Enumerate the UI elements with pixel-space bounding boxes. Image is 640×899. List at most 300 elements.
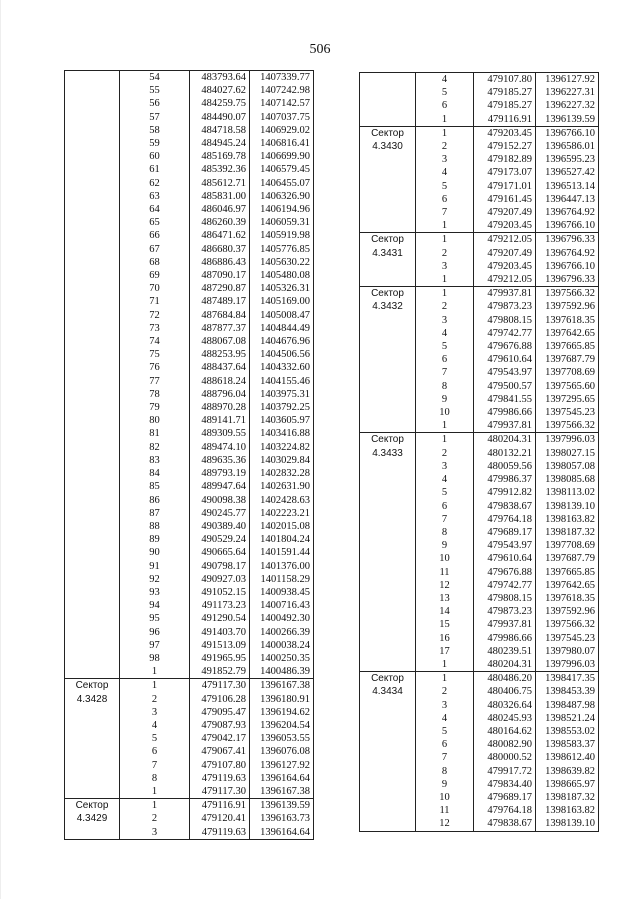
x-coordinate-cell: 490798.17 bbox=[190, 560, 250, 573]
sector-cell bbox=[65, 97, 120, 110]
table-row bbox=[360, 725, 599, 738]
point-number-cell: 16 bbox=[416, 632, 474, 645]
sector-cell bbox=[65, 507, 120, 520]
sector-cell: Сектор bbox=[360, 287, 416, 301]
table-row bbox=[360, 699, 599, 712]
sector-cell bbox=[360, 314, 416, 327]
x-coordinate-cell: 479543.97 bbox=[474, 366, 536, 379]
y-coordinate-cell: 1405776.85 bbox=[250, 243, 314, 256]
x-coordinate-cell: 489141.71 bbox=[190, 414, 250, 427]
point-number-cell: 65 bbox=[120, 216, 190, 229]
y-coordinate-cell: 1398639.82 bbox=[536, 765, 599, 778]
x-coordinate-cell: 488437.64 bbox=[190, 361, 250, 374]
x-coordinate-cell: 479106.28 bbox=[190, 693, 250, 706]
sector-cell bbox=[65, 732, 120, 745]
table-row bbox=[360, 592, 599, 605]
coordinates-table-left bbox=[64, 70, 314, 840]
point-number-cell: 1 bbox=[416, 113, 474, 127]
point-number-cell: 73 bbox=[120, 322, 190, 335]
y-coordinate-cell: 1400038.24 bbox=[250, 639, 314, 652]
x-coordinate-cell: 479120.41 bbox=[190, 812, 250, 825]
x-coordinate-cell: 490665.64 bbox=[190, 546, 250, 559]
x-coordinate-cell: 479764.18 bbox=[474, 804, 536, 817]
y-coordinate-cell: 1397592.96 bbox=[536, 605, 599, 618]
x-coordinate-cell: 479095.47 bbox=[190, 706, 250, 719]
y-coordinate-cell: 1404155.46 bbox=[250, 375, 314, 388]
point-number-cell: 4 bbox=[416, 327, 474, 340]
table-row bbox=[360, 513, 599, 526]
y-coordinate-cell: 1398487.98 bbox=[536, 699, 599, 712]
x-coordinate-cell: 480132.21 bbox=[474, 447, 536, 460]
point-number-cell: 17 bbox=[416, 645, 474, 658]
y-coordinate-cell: 1407339.77 bbox=[250, 71, 314, 85]
point-number-cell: 9 bbox=[416, 393, 474, 406]
y-coordinate-cell: 1398027.15 bbox=[536, 447, 599, 460]
y-coordinate-cell: 1402015.08 bbox=[250, 520, 314, 533]
point-number-cell: 1 bbox=[120, 799, 190, 813]
point-number-cell: 13 bbox=[416, 592, 474, 605]
point-number-cell: 6 bbox=[416, 738, 474, 751]
x-coordinate-cell: 484945.24 bbox=[190, 137, 250, 150]
x-coordinate-cell: 484259.75 bbox=[190, 97, 250, 110]
point-number-cell: 67 bbox=[120, 243, 190, 256]
x-coordinate-cell: 479986.37 bbox=[474, 473, 536, 486]
point-number-cell: 96 bbox=[120, 626, 190, 639]
table-row bbox=[360, 566, 599, 579]
x-coordinate-cell: 479742.77 bbox=[474, 579, 536, 592]
table-row bbox=[65, 480, 314, 493]
table-row bbox=[65, 375, 314, 388]
y-coordinate-cell: 1404506.56 bbox=[250, 348, 314, 361]
sector-cell bbox=[360, 353, 416, 366]
y-coordinate-cell: 1396766.10 bbox=[536, 260, 599, 273]
sector-cell bbox=[65, 706, 120, 719]
point-number-cell: 7 bbox=[416, 513, 474, 526]
x-coordinate-cell: 491965.95 bbox=[190, 652, 250, 665]
point-number-cell: 2 bbox=[416, 685, 474, 698]
x-coordinate-cell: 479212.05 bbox=[474, 233, 536, 247]
table-row bbox=[65, 454, 314, 467]
sector-cell bbox=[360, 751, 416, 764]
point-number-cell: 2 bbox=[416, 300, 474, 313]
sector-cell bbox=[65, 612, 120, 625]
point-number-cell: 71 bbox=[120, 295, 190, 308]
point-number-cell: 70 bbox=[120, 282, 190, 295]
sector-cell bbox=[65, 243, 120, 256]
sector-cell bbox=[65, 269, 120, 282]
point-number-cell: 77 bbox=[120, 375, 190, 388]
y-coordinate-cell: 1396180.91 bbox=[250, 693, 314, 706]
y-coordinate-cell: 1403975.31 bbox=[250, 388, 314, 401]
sector-cell: 4.3428 bbox=[65, 693, 120, 706]
y-coordinate-cell: 1397566.32 bbox=[536, 618, 599, 631]
y-coordinate-cell: 1396766.10 bbox=[536, 126, 599, 140]
sector-cell bbox=[65, 71, 120, 85]
x-coordinate-cell: 479116.91 bbox=[474, 113, 536, 127]
point-number-cell: 1 bbox=[416, 287, 474, 301]
point-number-cell: 58 bbox=[120, 124, 190, 137]
sector-cell bbox=[360, 579, 416, 592]
table-row bbox=[360, 193, 599, 206]
point-number-cell: 8 bbox=[416, 526, 474, 539]
table-row bbox=[360, 393, 599, 406]
y-coordinate-cell: 1397996.03 bbox=[536, 658, 599, 672]
point-number-cell: 9 bbox=[416, 539, 474, 552]
y-coordinate-cell: 1397618.35 bbox=[536, 314, 599, 327]
x-coordinate-cell: 480164.62 bbox=[474, 725, 536, 738]
x-coordinate-cell: 479937.81 bbox=[474, 618, 536, 631]
table-row bbox=[360, 340, 599, 353]
point-number-cell: 1 bbox=[416, 219, 474, 233]
y-coordinate-cell: 1396127.92 bbox=[536, 73, 599, 87]
table-row bbox=[360, 153, 599, 166]
sector-cell bbox=[360, 658, 416, 672]
table-row bbox=[360, 314, 599, 327]
x-coordinate-cell: 485169.78 bbox=[190, 150, 250, 163]
y-coordinate-cell: 1396053.55 bbox=[250, 732, 314, 745]
x-coordinate-cell: 479742.77 bbox=[474, 327, 536, 340]
table-row bbox=[65, 216, 314, 229]
x-coordinate-cell: 479107.80 bbox=[190, 759, 250, 772]
x-coordinate-cell: 479689.17 bbox=[474, 526, 536, 539]
sector-cell bbox=[65, 322, 120, 335]
x-coordinate-cell: 479808.15 bbox=[474, 314, 536, 327]
table-row bbox=[65, 190, 314, 203]
y-coordinate-cell: 1405008.47 bbox=[250, 309, 314, 322]
table-row bbox=[65, 799, 314, 813]
point-number-cell: 10 bbox=[416, 552, 474, 565]
x-coordinate-cell: 479212.05 bbox=[474, 273, 536, 287]
y-coordinate-cell: 1396227.31 bbox=[536, 86, 599, 99]
y-coordinate-cell: 1401591.44 bbox=[250, 546, 314, 559]
x-coordinate-cell: 491513.09 bbox=[190, 639, 250, 652]
sector-cell bbox=[65, 229, 120, 242]
sector-cell bbox=[360, 380, 416, 393]
point-number-cell: 72 bbox=[120, 309, 190, 322]
point-number-cell: 6 bbox=[416, 193, 474, 206]
x-coordinate-cell: 479117.30 bbox=[190, 785, 250, 799]
table-row bbox=[65, 401, 314, 414]
y-coordinate-cell: 1404844.49 bbox=[250, 322, 314, 335]
point-number-cell: 55 bbox=[120, 84, 190, 97]
table-row bbox=[65, 759, 314, 772]
table-row bbox=[360, 447, 599, 460]
y-coordinate-cell: 1397708.69 bbox=[536, 539, 599, 552]
table-row bbox=[65, 322, 314, 335]
point-number-cell: 3 bbox=[120, 706, 190, 719]
sector-cell bbox=[65, 388, 120, 401]
x-coordinate-cell: 479610.64 bbox=[474, 552, 536, 565]
y-coordinate-cell: 1396194.62 bbox=[250, 706, 314, 719]
table-row bbox=[65, 177, 314, 190]
table-row bbox=[65, 97, 314, 110]
sector-cell bbox=[65, 190, 120, 203]
point-number-cell: 7 bbox=[416, 206, 474, 219]
y-coordinate-cell: 1396764.92 bbox=[536, 247, 599, 260]
point-number-cell: 83 bbox=[120, 454, 190, 467]
point-number-cell: 2 bbox=[416, 140, 474, 153]
x-coordinate-cell: 490098.38 bbox=[190, 494, 250, 507]
y-coordinate-cell: 1396447.13 bbox=[536, 193, 599, 206]
x-coordinate-cell: 479986.66 bbox=[474, 406, 536, 419]
sector-cell bbox=[65, 295, 120, 308]
y-coordinate-cell: 1396227.32 bbox=[536, 99, 599, 112]
table-row bbox=[360, 406, 599, 419]
table-row bbox=[65, 348, 314, 361]
sector-cell bbox=[65, 203, 120, 216]
sector-cell bbox=[65, 335, 120, 348]
y-coordinate-cell: 1396766.10 bbox=[536, 219, 599, 233]
y-coordinate-cell: 1406579.45 bbox=[250, 163, 314, 176]
x-coordinate-cell: 479152.27 bbox=[474, 140, 536, 153]
point-number-cell: 8 bbox=[120, 772, 190, 785]
point-number-cell: 3 bbox=[416, 314, 474, 327]
point-number-cell: 3 bbox=[416, 260, 474, 273]
y-coordinate-cell: 1397687.79 bbox=[536, 353, 599, 366]
table-row bbox=[65, 546, 314, 559]
table-row bbox=[65, 665, 314, 679]
x-coordinate-cell: 479610.64 bbox=[474, 353, 536, 366]
sector-cell: Сектор bbox=[360, 433, 416, 447]
table-row bbox=[360, 618, 599, 631]
point-number-cell: 12 bbox=[416, 579, 474, 592]
table-row bbox=[360, 300, 599, 313]
point-number-cell: 2 bbox=[120, 812, 190, 825]
y-coordinate-cell: 1397545.23 bbox=[536, 406, 599, 419]
y-coordinate-cell: 1407242.98 bbox=[250, 84, 314, 97]
y-coordinate-cell: 1398163.82 bbox=[536, 513, 599, 526]
y-coordinate-cell: 1398553.02 bbox=[536, 725, 599, 738]
x-coordinate-cell: 479676.88 bbox=[474, 566, 536, 579]
table-row bbox=[360, 140, 599, 153]
table-row bbox=[65, 282, 314, 295]
table-row bbox=[360, 632, 599, 645]
sector-cell bbox=[360, 552, 416, 565]
y-coordinate-cell: 1403416.88 bbox=[250, 427, 314, 440]
sector-cell: 4.3432 bbox=[360, 300, 416, 313]
table-row bbox=[65, 745, 314, 758]
x-coordinate-cell: 479834.40 bbox=[474, 778, 536, 791]
sector-cell bbox=[65, 533, 120, 546]
point-number-cell: 54 bbox=[120, 71, 190, 85]
sector-cell bbox=[360, 539, 416, 552]
table-row bbox=[360, 817, 599, 831]
table-row bbox=[65, 229, 314, 242]
table-row bbox=[360, 287, 599, 301]
x-coordinate-cell: 480204.31 bbox=[474, 433, 536, 447]
table-row bbox=[65, 826, 314, 840]
y-coordinate-cell: 1398665.97 bbox=[536, 778, 599, 791]
point-number-cell: 80 bbox=[120, 414, 190, 427]
y-coordinate-cell: 1397708.69 bbox=[536, 366, 599, 379]
sector-cell bbox=[360, 725, 416, 738]
sector-cell bbox=[360, 113, 416, 127]
table-row bbox=[360, 233, 599, 247]
table-row bbox=[360, 765, 599, 778]
sector-cell bbox=[65, 826, 120, 840]
sector-cell bbox=[360, 778, 416, 791]
x-coordinate-cell: 479937.81 bbox=[474, 419, 536, 433]
point-number-cell: 2 bbox=[416, 447, 474, 460]
x-coordinate-cell: 484027.62 bbox=[190, 84, 250, 97]
point-number-cell: 1 bbox=[120, 679, 190, 693]
y-coordinate-cell: 1397566.32 bbox=[536, 287, 599, 301]
sector-cell bbox=[65, 348, 120, 361]
x-coordinate-cell: 488253.95 bbox=[190, 348, 250, 361]
x-coordinate-cell: 491290.54 bbox=[190, 612, 250, 625]
table-row bbox=[360, 260, 599, 273]
y-coordinate-cell: 1396796.33 bbox=[536, 233, 599, 247]
table-row bbox=[65, 520, 314, 533]
table-row bbox=[65, 772, 314, 785]
x-coordinate-cell: 479917.72 bbox=[474, 765, 536, 778]
y-coordinate-cell: 1406929.02 bbox=[250, 124, 314, 137]
sector-cell bbox=[360, 566, 416, 579]
point-number-cell: 1 bbox=[416, 672, 474, 686]
y-coordinate-cell: 1401376.00 bbox=[250, 560, 314, 573]
table-row bbox=[65, 150, 314, 163]
table-row bbox=[360, 552, 599, 565]
point-number-cell: 3 bbox=[416, 699, 474, 712]
y-coordinate-cell: 1400486.39 bbox=[250, 665, 314, 679]
x-coordinate-cell: 480000.52 bbox=[474, 751, 536, 764]
point-number-cell: 4 bbox=[416, 73, 474, 87]
y-coordinate-cell: 1398139.10 bbox=[536, 817, 599, 831]
y-coordinate-cell: 1404332.60 bbox=[250, 361, 314, 374]
point-number-cell: 92 bbox=[120, 573, 190, 586]
sector-cell bbox=[65, 494, 120, 507]
x-coordinate-cell: 479171.01 bbox=[474, 180, 536, 193]
x-coordinate-cell: 479873.23 bbox=[474, 300, 536, 313]
sector-cell bbox=[360, 180, 416, 193]
sector-cell bbox=[360, 206, 416, 219]
sector-cell bbox=[360, 73, 416, 87]
y-coordinate-cell: 1400266.39 bbox=[250, 626, 314, 639]
x-coordinate-cell: 491173.23 bbox=[190, 599, 250, 612]
sector-cell bbox=[360, 193, 416, 206]
sector-cell bbox=[360, 513, 416, 526]
y-coordinate-cell: 1396139.59 bbox=[536, 113, 599, 127]
sector-cell bbox=[360, 406, 416, 419]
point-number-cell: 79 bbox=[120, 401, 190, 414]
x-coordinate-cell: 489793.19 bbox=[190, 467, 250, 480]
x-coordinate-cell: 479087.93 bbox=[190, 719, 250, 732]
x-coordinate-cell: 488796.04 bbox=[190, 388, 250, 401]
y-coordinate-cell: 1398453.39 bbox=[536, 685, 599, 698]
table-row bbox=[360, 380, 599, 393]
x-coordinate-cell: 479203.45 bbox=[474, 219, 536, 233]
point-number-cell: 7 bbox=[416, 751, 474, 764]
table-row bbox=[65, 388, 314, 401]
x-coordinate-cell: 487877.37 bbox=[190, 322, 250, 335]
y-coordinate-cell: 1396513.14 bbox=[536, 180, 599, 193]
point-number-cell: 78 bbox=[120, 388, 190, 401]
table-row bbox=[360, 433, 599, 447]
point-number-cell: 12 bbox=[416, 817, 474, 831]
sector-cell bbox=[360, 340, 416, 353]
table-row bbox=[360, 166, 599, 179]
table-row bbox=[360, 219, 599, 233]
y-coordinate-cell: 1398139.10 bbox=[536, 500, 599, 513]
point-number-cell: 94 bbox=[120, 599, 190, 612]
sector-cell bbox=[65, 759, 120, 772]
point-number-cell: 7 bbox=[120, 759, 190, 772]
y-coordinate-cell: 1396167.38 bbox=[250, 679, 314, 693]
point-number-cell: 5 bbox=[416, 340, 474, 353]
table-row bbox=[65, 269, 314, 282]
sector-cell bbox=[65, 427, 120, 440]
x-coordinate-cell: 479203.45 bbox=[474, 260, 536, 273]
table-row bbox=[65, 652, 314, 665]
y-coordinate-cell: 1398417.35 bbox=[536, 672, 599, 686]
y-coordinate-cell: 1398187.32 bbox=[536, 526, 599, 539]
x-coordinate-cell: 484718.58 bbox=[190, 124, 250, 137]
y-coordinate-cell: 1396595.23 bbox=[536, 153, 599, 166]
x-coordinate-cell: 485612.71 bbox=[190, 177, 250, 190]
table-row bbox=[360, 791, 599, 804]
x-coordinate-cell: 480239.51 bbox=[474, 645, 536, 658]
y-coordinate-cell: 1398612.40 bbox=[536, 751, 599, 764]
x-coordinate-cell: 480486.20 bbox=[474, 672, 536, 686]
y-coordinate-cell: 1398057.08 bbox=[536, 460, 599, 473]
x-coordinate-cell: 479203.45 bbox=[474, 126, 536, 140]
y-coordinate-cell: 1404676.96 bbox=[250, 335, 314, 348]
table-row bbox=[65, 71, 314, 85]
x-coordinate-cell: 479107.80 bbox=[474, 73, 536, 87]
y-coordinate-cell: 1396164.64 bbox=[250, 826, 314, 840]
y-coordinate-cell: 1397687.79 bbox=[536, 552, 599, 565]
table-row bbox=[65, 719, 314, 732]
point-number-cell: 5 bbox=[416, 725, 474, 738]
point-number-cell: 4 bbox=[120, 719, 190, 732]
sector-cell bbox=[65, 111, 120, 124]
table-row bbox=[65, 679, 314, 693]
x-coordinate-cell: 480082.90 bbox=[474, 738, 536, 751]
table-row bbox=[65, 295, 314, 308]
sector-cell bbox=[65, 599, 120, 612]
sector-cell bbox=[65, 309, 120, 322]
sector-cell bbox=[360, 153, 416, 166]
y-coordinate-cell: 1397665.85 bbox=[536, 566, 599, 579]
point-number-cell: 1 bbox=[416, 273, 474, 287]
point-number-cell: 3 bbox=[416, 460, 474, 473]
point-number-cell: 3 bbox=[120, 826, 190, 840]
point-number-cell: 2 bbox=[416, 247, 474, 260]
y-coordinate-cell: 1398085.68 bbox=[536, 473, 599, 486]
sector-cell bbox=[360, 765, 416, 778]
y-coordinate-cell: 1403605.97 bbox=[250, 414, 314, 427]
point-number-cell: 1 bbox=[416, 658, 474, 672]
y-coordinate-cell: 1406699.90 bbox=[250, 150, 314, 163]
table-row bbox=[360, 672, 599, 686]
sector-cell bbox=[360, 166, 416, 179]
y-coordinate-cell: 1397996.03 bbox=[536, 433, 599, 447]
y-coordinate-cell: 1397545.23 bbox=[536, 632, 599, 645]
y-coordinate-cell: 1403224.82 bbox=[250, 441, 314, 454]
table-row bbox=[360, 366, 599, 379]
table-row bbox=[65, 124, 314, 137]
x-coordinate-cell: 479207.49 bbox=[474, 247, 536, 260]
x-coordinate-cell: 485392.36 bbox=[190, 163, 250, 176]
x-coordinate-cell: 479937.81 bbox=[474, 287, 536, 301]
point-number-cell: 69 bbox=[120, 269, 190, 282]
table-row bbox=[360, 778, 599, 791]
sector-cell bbox=[360, 592, 416, 605]
point-number-cell: 84 bbox=[120, 467, 190, 480]
x-coordinate-cell: 479912.82 bbox=[474, 486, 536, 499]
y-coordinate-cell: 1405480.08 bbox=[250, 269, 314, 282]
sector-cell bbox=[65, 177, 120, 190]
